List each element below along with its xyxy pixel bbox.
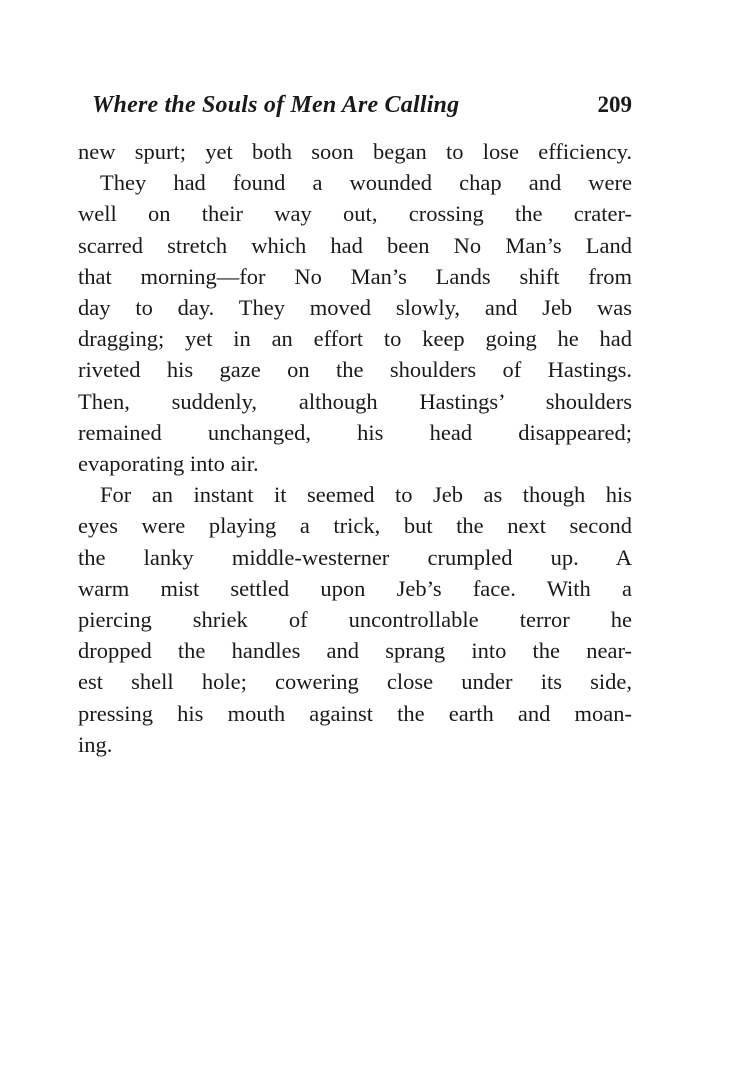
text-line: ing.	[78, 731, 113, 757]
text-line: warm mist settled upon Jeb’s face. With a	[78, 575, 632, 601]
text-line: that morning—for No Man’s Lands shift from	[78, 263, 632, 289]
text-line: remained unchanged, his head disappeared;	[78, 419, 632, 445]
text-line: eyes were playing a trick, but the next second	[78, 513, 632, 539]
body-text	[78, 136, 632, 760]
text-line: day to day. They moved slowly, and Jeb was	[78, 295, 632, 321]
running-head	[78, 92, 632, 136]
page-number: 209	[597, 92, 632, 117]
text-line: dragging; yet in an effort to keep going he had	[78, 326, 632, 352]
text-line: dropped the handles and sprang into the near-	[78, 638, 632, 664]
text-line: well on their way out, crossing the crater-	[78, 201, 632, 227]
book-page	[78, 92, 632, 760]
running-title: Where the Souls of Men Are Calling	[92, 92, 460, 118]
text-line: They had found a wounded chap and were	[100, 170, 632, 196]
text-line: Then, suddenly, although Hastings’ shoulders	[78, 388, 632, 414]
text-line: pressing his mouth against the earth and moan-	[78, 700, 632, 726]
text-line: scarred stretch which had been No Man’s Land	[78, 232, 632, 258]
text-line: evaporating into air.	[78, 451, 259, 477]
text-line: riveted his gaze on the shoulders of Hastings.	[78, 357, 632, 383]
text-line: est shell hole; cowering close under its side,	[78, 669, 632, 695]
text-line: piercing shriek of uncontrollable terror he	[78, 607, 632, 633]
text-line: new spurt; yet both soon began to lose efficiency.	[78, 139, 632, 164]
text-line: For an instant it seemed to Jeb as though his	[100, 482, 632, 508]
text-line: the lanky middle-westerner crumpled up. A	[78, 544, 632, 570]
